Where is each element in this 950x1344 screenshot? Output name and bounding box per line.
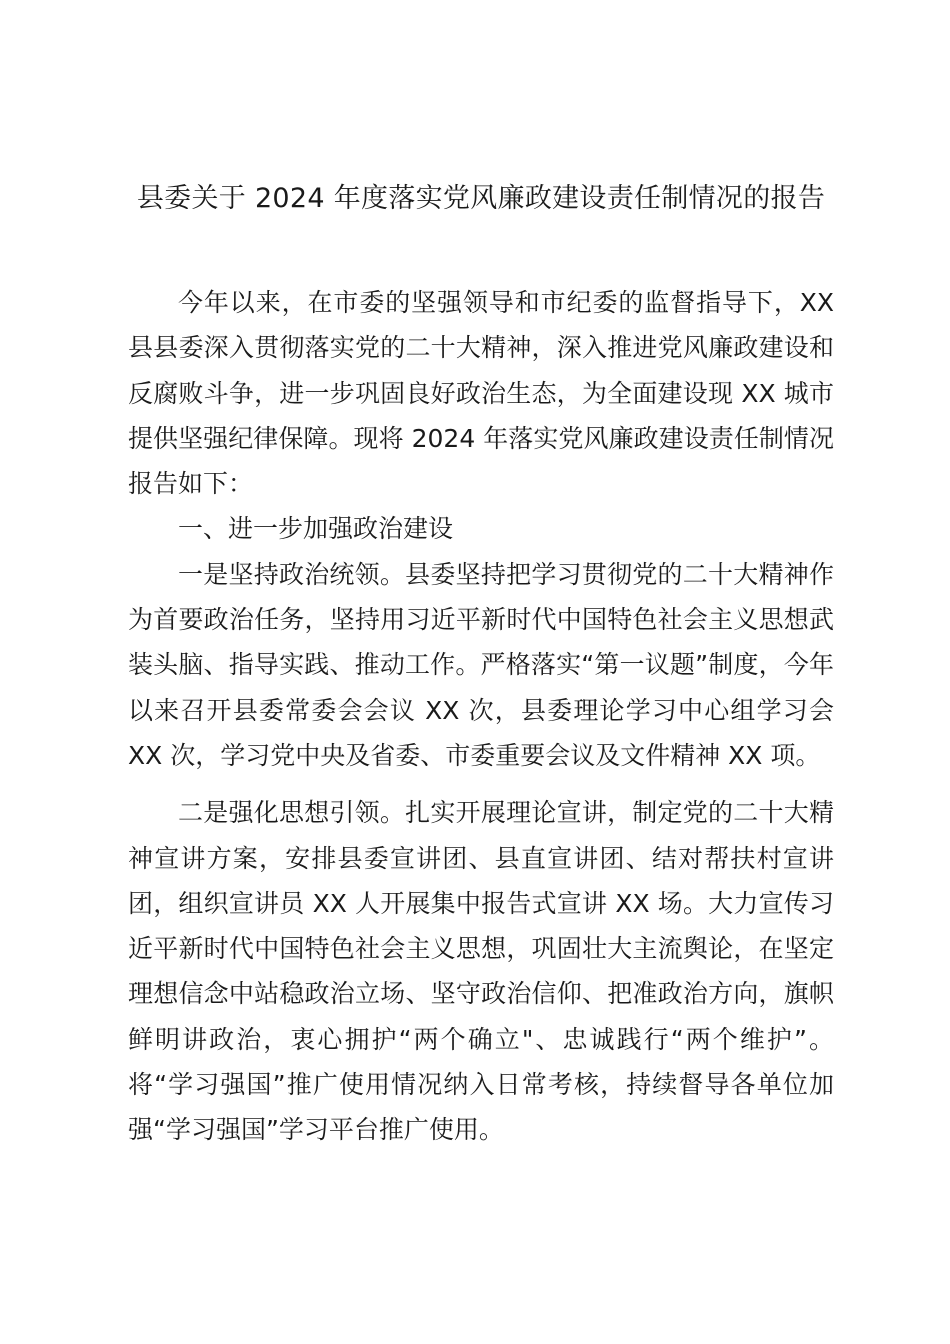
- intro-paragraph: 今年以来，在市委的坚强领导和市纪委的监督指导下，XX 县县委深入贯彻落实党的二十大精神，深入推进党风廉政建设和反腐败斗争，进一步巩固良好政治生态，为全面建设现 XX 城市提供坚强纪律保障。现将 2024 年落实党风廉政建设责任制情况报告如下：: [128, 288, 834, 499]
- document-body: [128, 280, 834, 1153]
- section-heading: 一、进一步加强政治建设: [178, 514, 454, 544]
- body-paragraph: 一是坚持政治统领。县委坚持把学习贯彻党的二十大精神作为首要政治任务，坚持用习近平新时代中国特色社会主义思想武装头脑、指导实践、推动工作。严格落实“第一议题”制度，今年以来召开县委常委会会议 XX 次，县委理论学习中心组学习会 XX 次，学习党中央及省委、市委重要会议及文件精神 XX 项。: [128, 559, 834, 770]
- body-paragraph: 二是强化思想引领。扎实开展理论宣讲，制定党的二十大精神宣讲方案，安排县委宣讲团、县直宣讲团、结对帮扶村宣讲团，组织宣讲员 XX 人开展集中报告式宣讲 XX 场。大力宣传习近平新时代中国特色社会主义思想，巩固壮大主流舆论，在坚定理想信念中站稳政治立场、坚守政治信仰、把准政治方向，旗帜鲜明讲政治，衷心拥护“两个确立"、忠诚践行“两个维护”。将“学习强国”推广使用情况纳入日常考核，持续督导各单位加强“学习强国”学习平台推广使用。: [128, 798, 834, 1145]
- document-title: 县委关于 2024 年度落实党风廉政建设责任制情况的报告: [136, 183, 826, 214]
